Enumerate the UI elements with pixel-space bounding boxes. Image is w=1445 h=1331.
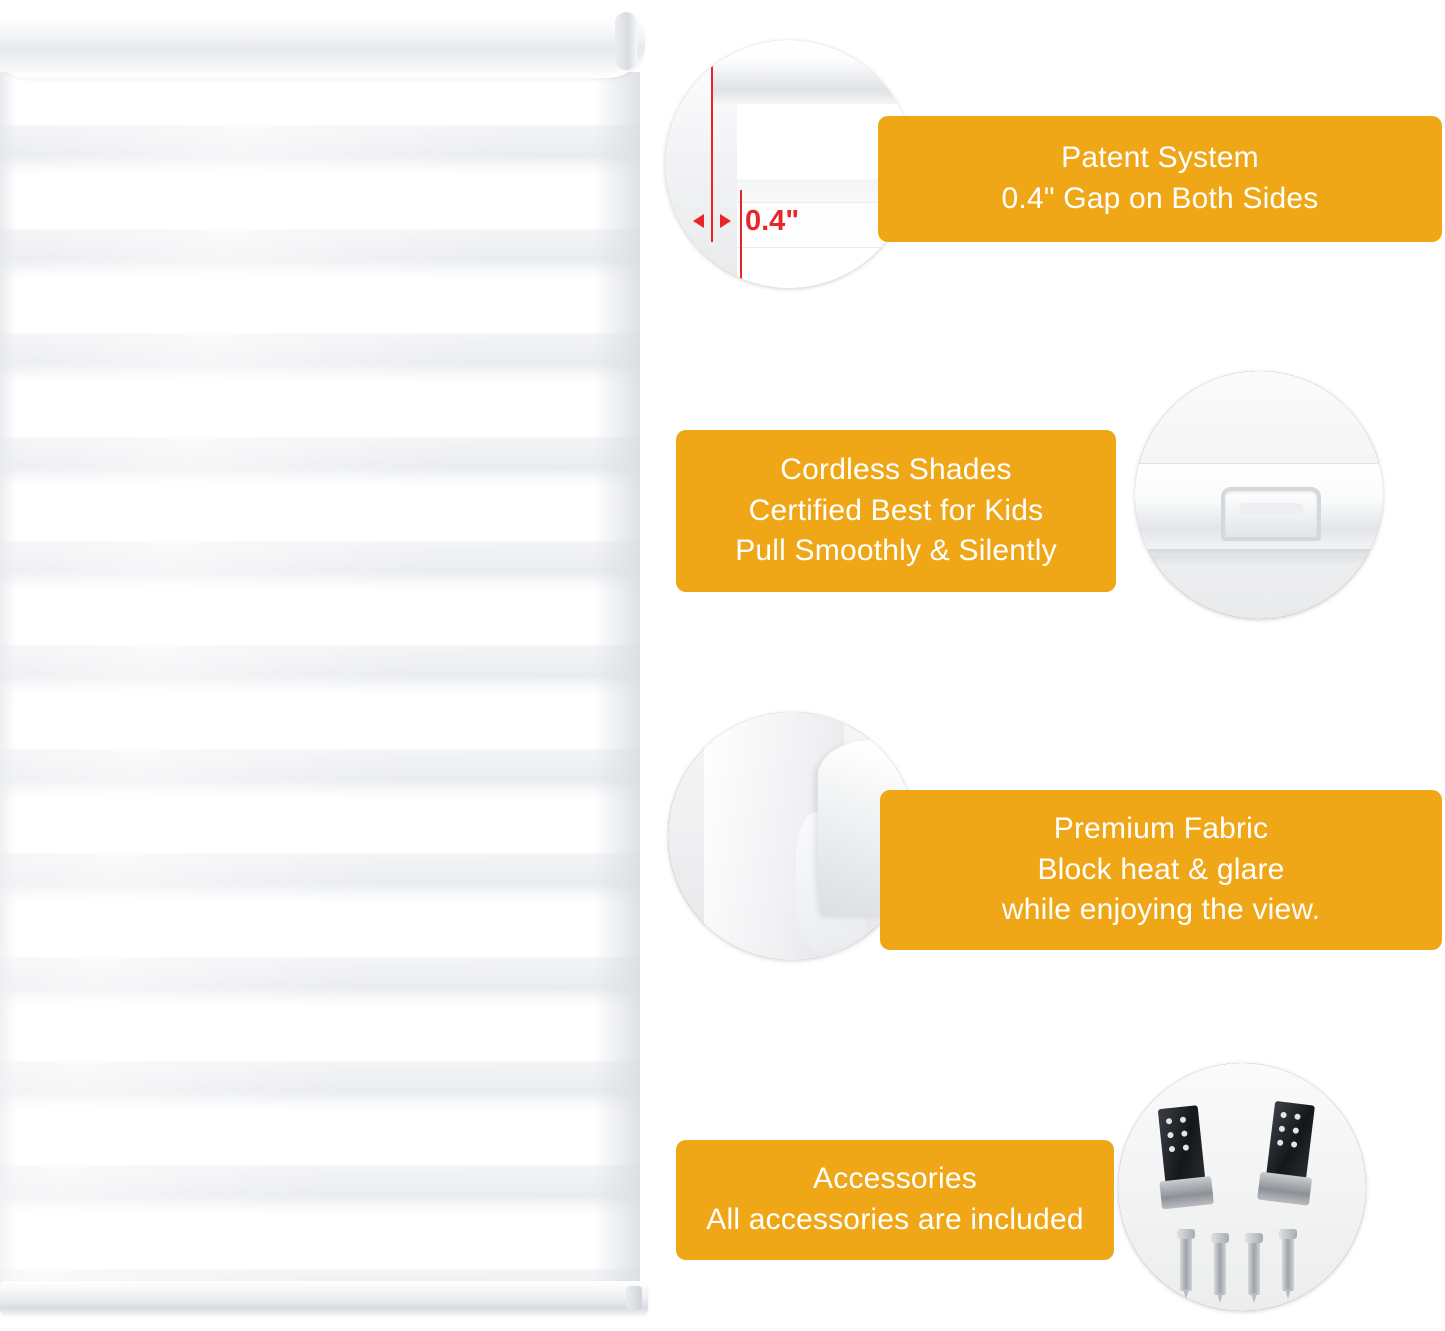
head-rail-end-cap — [615, 12, 637, 70]
patent-system-label — [878, 116, 1442, 242]
bracket-foot-left — [1159, 1176, 1214, 1209]
gap-dimension-text: 0.4" — [745, 204, 800, 237]
mounting-bracket-left — [1158, 1105, 1207, 1193]
accessories-detail-photo — [1118, 1063, 1366, 1311]
cordless-bottom-rail-illustration — [1135, 371, 1383, 619]
fabric-line-1: Premium Fabric — [1053, 811, 1269, 845]
mounting-bracket-right — [1265, 1101, 1315, 1189]
accessories-illustration — [1118, 1063, 1366, 1311]
product-photo — [0, 0, 660, 1331]
fabric-sheen-highlight — [0, 72, 640, 1287]
fabric-right-edge-shading — [594, 72, 640, 1287]
patent-system-line-1: Patent System — [1061, 141, 1259, 175]
bracket-foot-right — [1257, 1172, 1312, 1206]
fabric-line-3: while enjoying the view. — [1001, 893, 1321, 927]
screw-1 — [1180, 1235, 1192, 1291]
head-rail-closeup — [711, 58, 913, 104]
shade-bottom-rail — [0, 1281, 648, 1315]
shade-fabric-panel — [0, 72, 640, 1287]
arrow-left-icon — [720, 214, 731, 228]
bottom-rail-end-cap — [626, 1286, 642, 1310]
accessories-line-1: Accessories — [813, 1162, 977, 1196]
fabric-swatch-illustration — [668, 712, 916, 960]
bracket-screw-holes-right — [1276, 1112, 1307, 1155]
cordless-line-2: Certified Best for Kids — [748, 493, 1044, 527]
pull-handle-slot — [1239, 503, 1303, 515]
bottom-rail-shadow — [1135, 549, 1383, 565]
screw-4 — [1282, 1235, 1294, 1291]
cordless-shades-label — [676, 430, 1116, 592]
shade-corner-gap-illustration — [665, 40, 913, 288]
fabric-left-edge-shading — [0, 72, 16, 1287]
bracket-screw-holes-left — [1166, 1116, 1196, 1158]
patent-system-detail-photo — [665, 40, 913, 288]
gap-dimension-annotation — [693, 204, 833, 237]
gap-measure-line-right — [740, 190, 742, 288]
arrow-right-icon — [693, 214, 704, 228]
premium-fabric-detail-photo — [668, 712, 916, 960]
patent-system-line-2: 0.4" Gap on Both Sides — [1001, 182, 1319, 215]
premium-fabric-label — [880, 790, 1442, 950]
cordless-handle-detail-photo — [1135, 371, 1383, 619]
clear-pull-handle — [1221, 487, 1321, 541]
screw-2 — [1214, 1239, 1226, 1295]
screw-3 — [1248, 1239, 1260, 1295]
accessories-line-2: All accessories are included — [706, 1203, 1084, 1236]
cordless-line-3: Pull Smoothly & Silently — [735, 534, 1057, 568]
accessories-label — [676, 1140, 1114, 1260]
fabric-line-2: Block heat & glare — [1037, 852, 1285, 886]
shade-head-rail — [0, 4, 645, 78]
cordless-line-1: Cordless Shades — [780, 452, 1012, 486]
